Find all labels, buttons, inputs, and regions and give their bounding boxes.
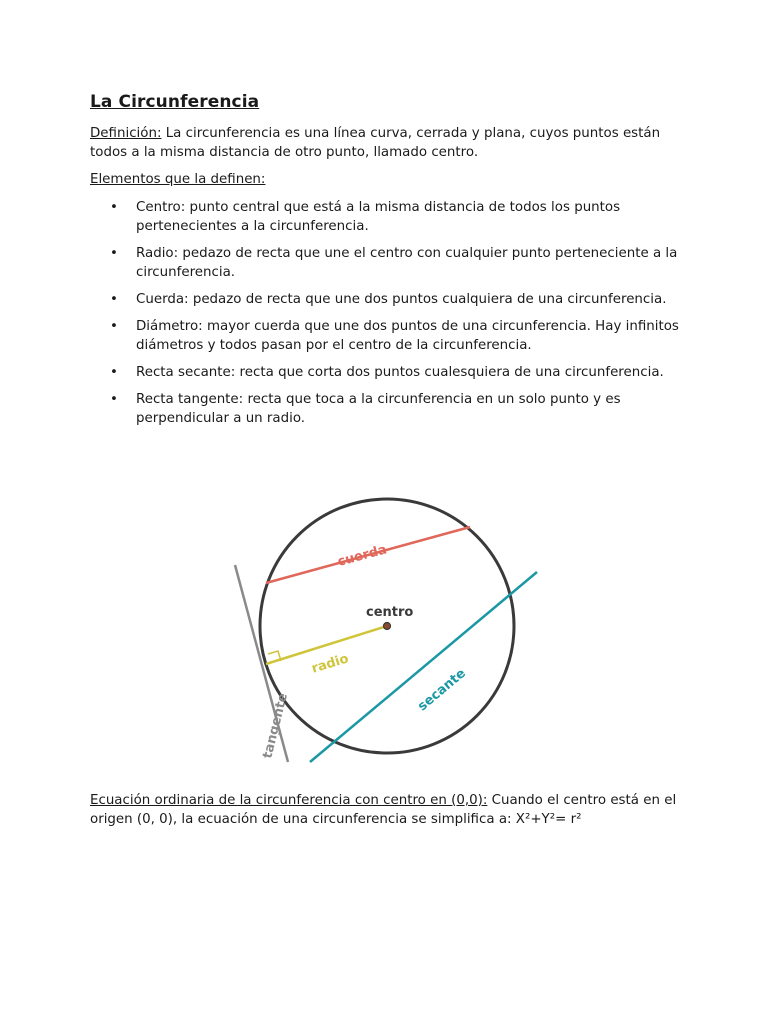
chord-label: cuerda bbox=[336, 542, 389, 570]
equation-label: Ecuación ordinaria de la circunferencia con centro en (0,0): bbox=[90, 793, 488, 808]
equation-text: Cuando el centro está en el origen (0, 0), la ecuación de una circunferencia se simplifica a: X²+Y²= r² bbox=[90, 793, 677, 827]
elements-heading-text: Elementos que la definen: bbox=[90, 172, 266, 187]
definition-label: Definición: bbox=[90, 126, 162, 141]
bullet-icon: • bbox=[110, 319, 118, 334]
definition-text: La circunferencia es una línea curva, cerrada y plana, cuyos puntos están todos a la misma distancia de otro punto, llamado centro. bbox=[90, 126, 661, 160]
center-point bbox=[384, 623, 391, 630]
definition-paragraph bbox=[90, 124, 690, 162]
list-item-text: Diámetro: mayor cuerda que une dos puntos de una circunferencia. Hay infinitos diámetros y todos pasan por el centro de la circunferencia. bbox=[136, 319, 679, 353]
list-item-text: Recta secante: recta que corta dos puntos cualesquiera de una circunferencia. bbox=[136, 365, 664, 380]
elements-list bbox=[90, 198, 690, 436]
tangent-label: tangente bbox=[260, 691, 291, 761]
list-item bbox=[90, 290, 690, 309]
list-item-text: Radio: pedazo de recta que une el centro con cualquier punto perteneciente a la circunferencia. bbox=[136, 246, 678, 280]
bullet-icon: • bbox=[110, 392, 118, 407]
secant-label: secante bbox=[415, 665, 469, 715]
center-label: centro bbox=[366, 605, 414, 620]
page-title: La Circunferencia bbox=[90, 92, 260, 112]
list-item bbox=[90, 317, 690, 355]
equation-paragraph bbox=[90, 791, 690, 829]
list-item bbox=[90, 390, 690, 428]
radius-label: radio bbox=[309, 651, 351, 677]
list-item-text: Centro: punto central que está a la misma distancia de todos los puntos pertenecientes a la circunferencia. bbox=[136, 200, 621, 234]
bullet-icon: • bbox=[110, 365, 118, 380]
bullet-icon: • bbox=[110, 292, 118, 307]
list-item-text: Cuerda: pedazo de recta que une dos puntos cualquiera de una circunferencia. bbox=[136, 292, 667, 307]
list-item-text: Recta tangente: recta que toca a la circunferencia en un solo punto y es perpendicular a un radio. bbox=[136, 392, 621, 426]
circumference-diagram bbox=[220, 485, 550, 775]
bullet-icon: • bbox=[110, 200, 118, 215]
bullet-icon: • bbox=[110, 246, 118, 261]
list-item bbox=[90, 244, 690, 282]
list-item bbox=[90, 363, 690, 382]
elements-heading bbox=[90, 170, 690, 189]
list-item bbox=[90, 198, 690, 236]
